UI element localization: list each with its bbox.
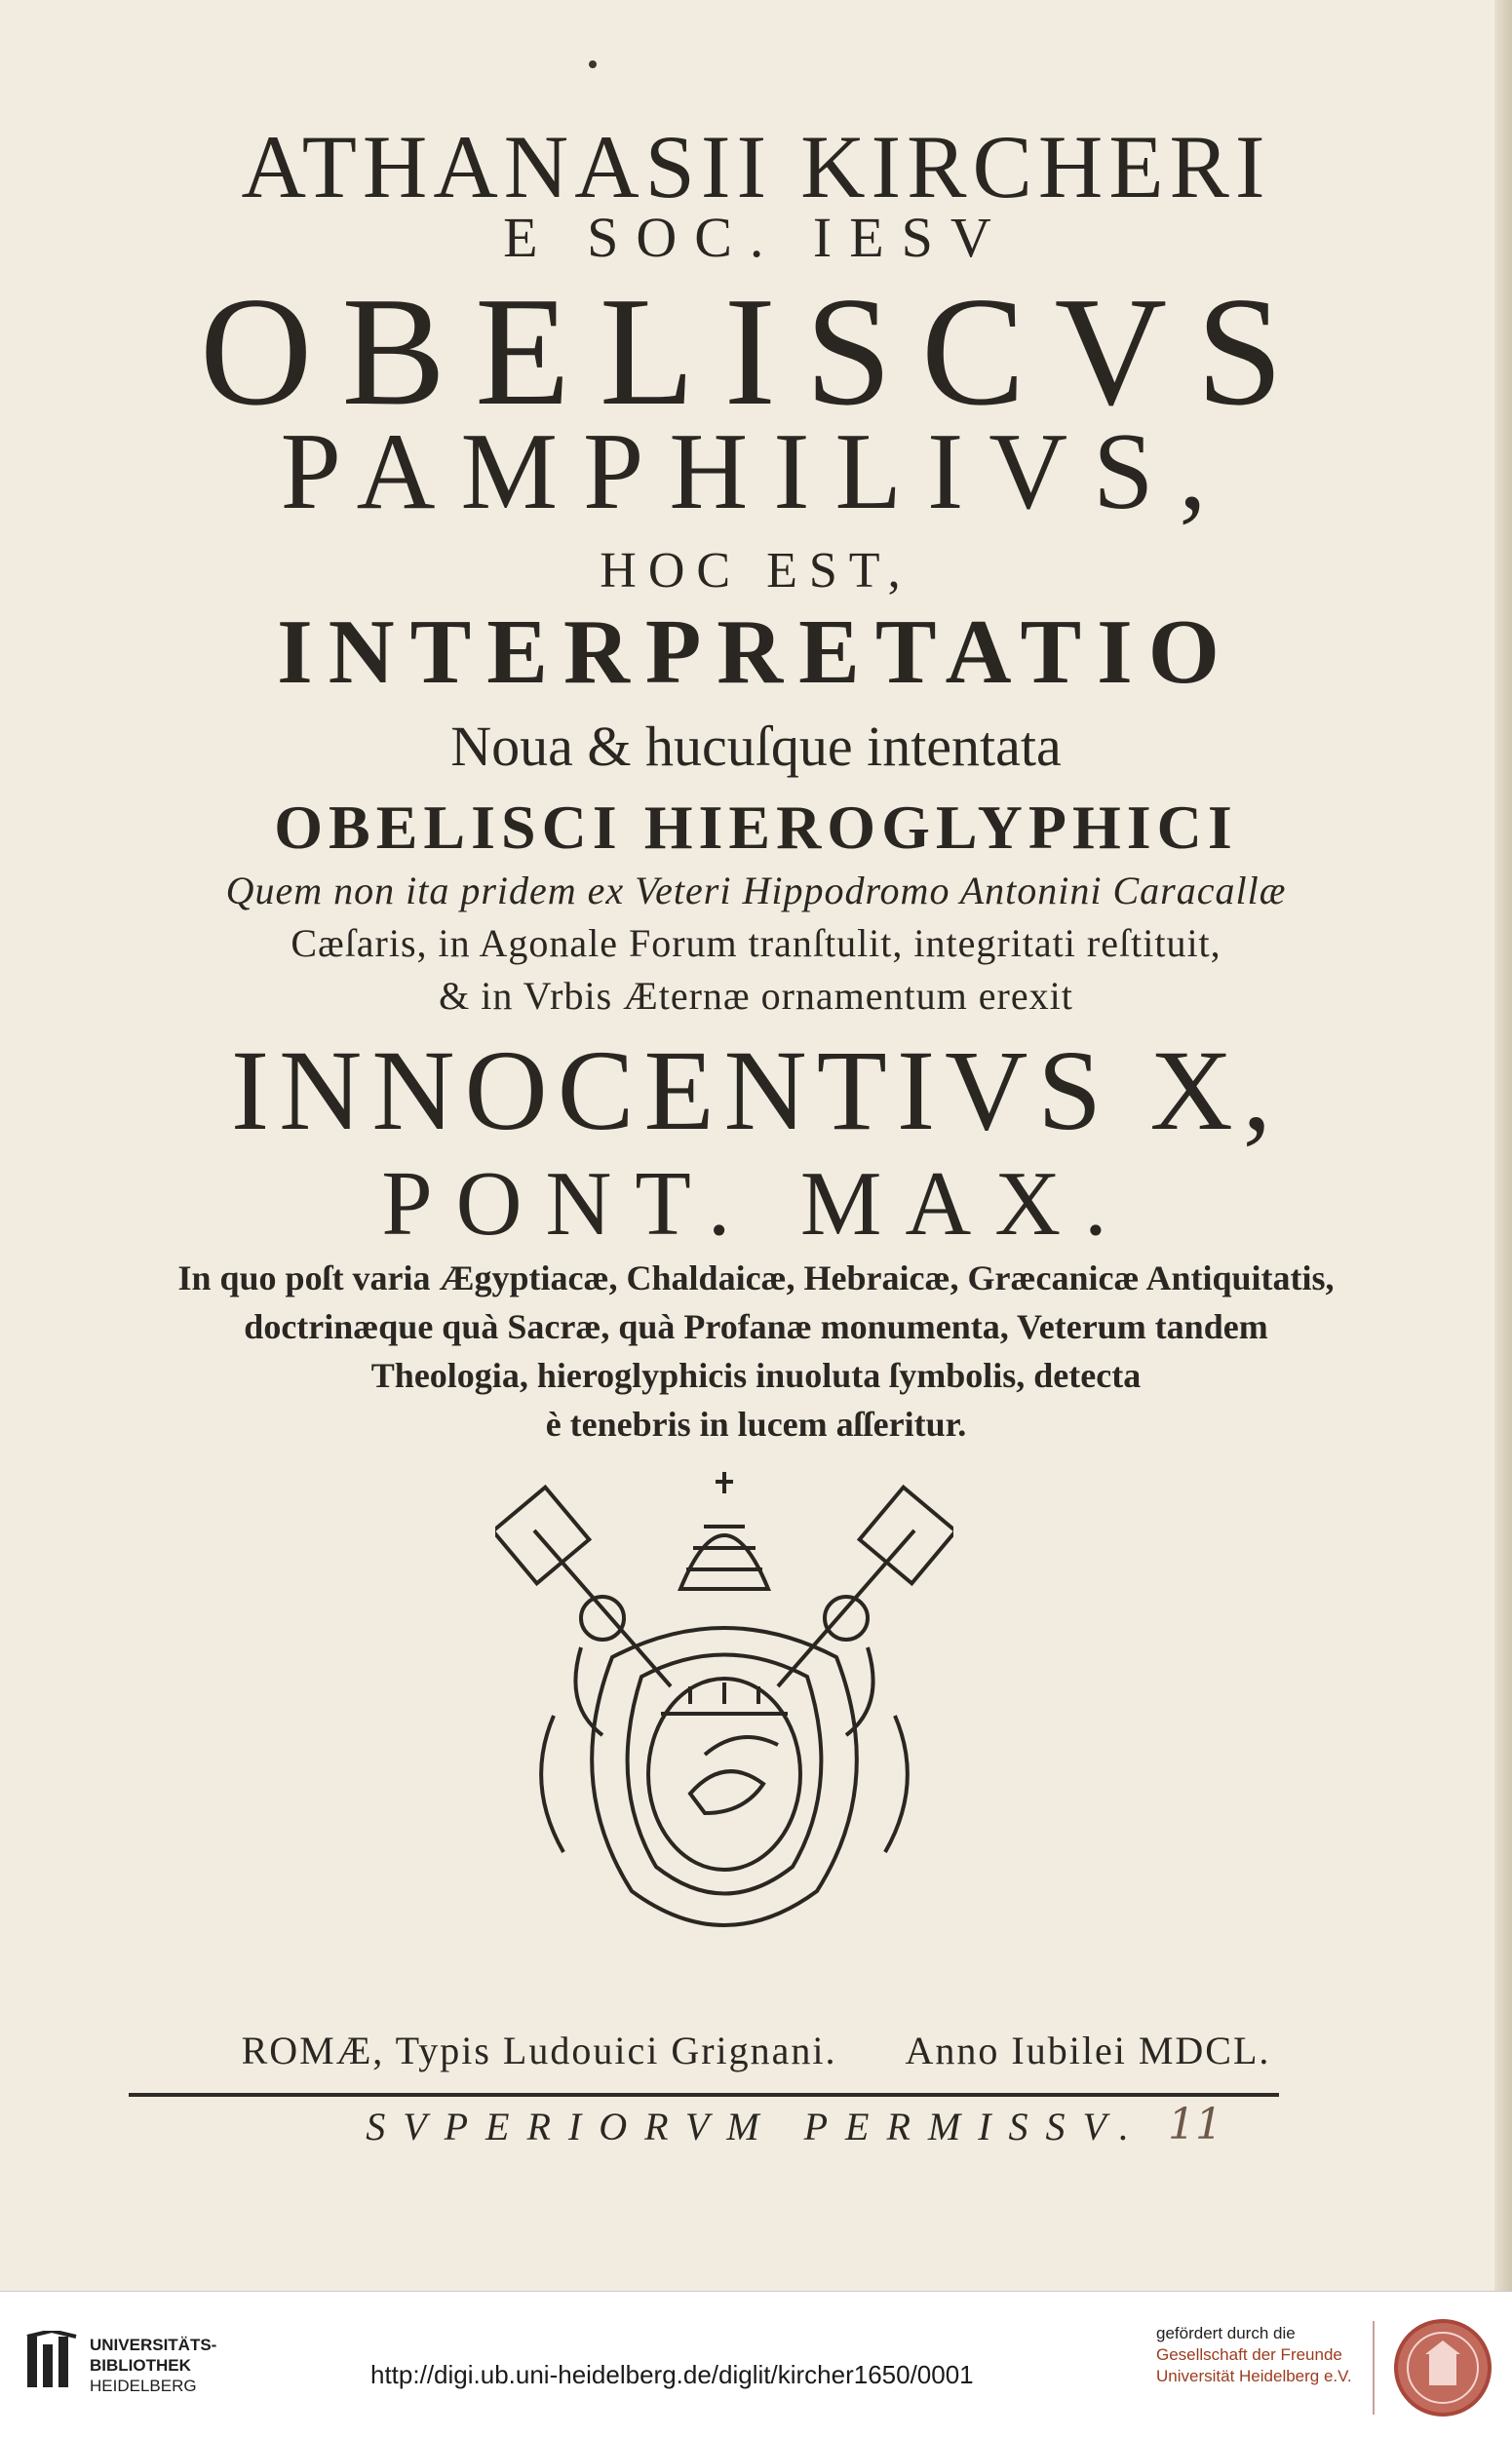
pont-max-line: PONT. MAX. bbox=[381, 1153, 1131, 1255]
quem-line-1: Quem non ita pridem ex Veteri Hippodromo Antonini Caracallæ bbox=[225, 869, 1287, 912]
sponsor-intro: gefördert durch die bbox=[1156, 2324, 1296, 2342]
sponsor-block bbox=[1156, 2323, 1371, 2387]
permalink-url[interactable]: http://digi.ub.uni-heidelberg.de/diglit/kircher1650/0001 bbox=[370, 2360, 974, 2389]
society-line: E SOC. IESV bbox=[503, 206, 1009, 269]
interpretatio-line: INTERPRETATIO bbox=[277, 601, 1235, 703]
papal-coat-of-arms-icon bbox=[495, 1462, 953, 1969]
pope-line: INNOCENTIVS X, bbox=[230, 1026, 1282, 1154]
author-line: ATHANASII KIRCHERI bbox=[241, 117, 1271, 216]
in-quo-line-3: Theologia, hieroglyphicis inuoluta ſymbolis, detecta bbox=[370, 1356, 1142, 1395]
ink-dot bbox=[589, 60, 597, 68]
title-line-1: OBELISCVS bbox=[199, 264, 1313, 438]
library-name bbox=[90, 2335, 265, 2396]
in-quo-line-4: è tenebris in lucem aſſeritur. bbox=[545, 1405, 967, 1444]
noua-line: Noua & hucuſque intentata bbox=[450, 715, 1062, 778]
quem-line-3: & in Vrbis Æternæ ornamentum erexit bbox=[439, 974, 1073, 1018]
society-seal-icon bbox=[1392, 2317, 1493, 2418]
library-name-line-2: BIBLIOTHEK bbox=[90, 2356, 191, 2375]
imprint-place: ROMÆ, Typis Ludouici Grignani. bbox=[241, 2029, 837, 2072]
sponsor-name-line-1: Gesellschaft der Freunde bbox=[1156, 2345, 1342, 2364]
university-library-logo-icon bbox=[23, 2331, 82, 2393]
in-quo-line-1: In quo poſt varia Ægyptiacæ, Chaldaicæ, Hebraicæ, Græcanicæ Antiquitatis, bbox=[177, 1258, 1335, 1297]
sponsor-name-line-2: Universität Heidelberg e.V. bbox=[1156, 2367, 1352, 2385]
viewer-footer bbox=[0, 2291, 1512, 2437]
quem-line-2: Cæſaris, in Agonale Forum tranſtulit, integritati reſtituit, bbox=[291, 921, 1221, 965]
library-name-line-3: HEIDELBERG bbox=[90, 2377, 197, 2395]
title-line-2: PAMPHILIVS, bbox=[280, 411, 1232, 532]
permission-line: SVPERIORVM PERMISSV. bbox=[366, 2105, 1146, 2148]
imprint-rule bbox=[129, 2093, 1279, 2097]
sponsor-divider bbox=[1373, 2321, 1375, 2415]
imprint-line bbox=[0, 2028, 1512, 2073]
obelisci-line: OBELISCI HIEROGLYPHICI bbox=[274, 793, 1238, 862]
in-quo-line-2: doctrinæque quà Sacræ, quà Profanæ monumenta, Veterum tandem bbox=[244, 1307, 1268, 1346]
imprint-year: Anno Iubilei MDCL. bbox=[905, 2029, 1271, 2072]
hoc-est-line: HOC EST, bbox=[600, 543, 912, 599]
handwritten-mark: 11 bbox=[1168, 2100, 1222, 2149]
library-name-line-1: UNIVERSITÄTS- bbox=[90, 2336, 217, 2354]
